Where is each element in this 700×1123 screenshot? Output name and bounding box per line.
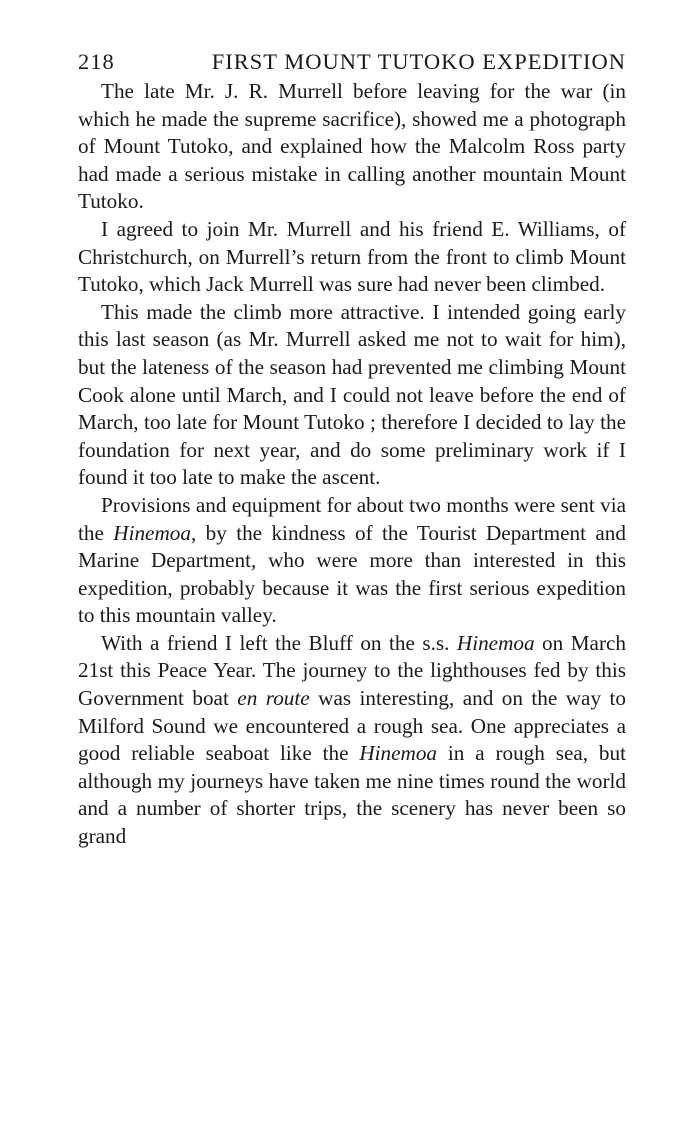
paragraph-provisions <box>78 492 626 630</box>
page-number: 218 <box>78 49 115 74</box>
paragraph-left-the-bluff <box>78 630 626 851</box>
paragraph-murrell-photograph: The late Mr. J. R. Murrell before leaving for the war (in which he made the supreme sacrifice), showed me a photograph of Mount Tutoko, and explained how the Malcolm Ross party had made a serious mistake in calling another mountain Mount Tutoko. <box>78 79 626 214</box>
paragraph-climb-more-attractive: This made the climb more attractive. I intended going early this last season (as Mr. Murrell asked me not to wait for him), but the lateness of the season had prevented me climbing Mount Cook alone until March, and I could not leave before the end of March, too late for Mount Tutoko ; therefore I decided to lay the foundation for next year, and do some preliminary work if I found it too late to make the ascent. <box>78 299 626 490</box>
ship-name-italic: Hinemoa, <box>113 520 197 545</box>
text-run: in a rough sea, but although my journeys have taken me nine times round the world and a number of shorter trips, the scenery has never been so grand <box>78 741 626 849</box>
text-run: on March 21st this Peace Year. The journey to the lighthouses fed by this Government boat <box>78 630 627 711</box>
text-run: was interesting, and on the way to Milford Sound we encountered a rough sea. One appreciates a good reliable seaboat like the <box>78 686 626 766</box>
text-run: by the kindness of the Tourist Department and Marine Department, who were more than interested in this expedition, probably because it was the first serious expedition to this mountain valley. <box>78 520 626 628</box>
running-head <box>78 48 626 76</box>
text-run: Provisions and equipment for about two months were sent via the <box>78 492 626 545</box>
book-page <box>78 48 626 851</box>
ship-name-italic: Hinemoa <box>359 741 438 766</box>
paragraph-agreed-to-join: I agreed to join Mr. Murrell and his friend E. Williams, of Christchurch, on Murrell’s return from the front to climb Mount Tutoko, which Jack Murrell was sure had never been climbed. <box>78 216 626 297</box>
text-run: With a friend I left the Bluff on the s.s. <box>101 630 457 655</box>
ship-name-italic: Hinemoa <box>456 630 535 655</box>
running-head-title: FIRST MOUNT TUTOKO EXPEDITION <box>211 49 626 74</box>
phrase-italic: en route <box>237 686 310 711</box>
